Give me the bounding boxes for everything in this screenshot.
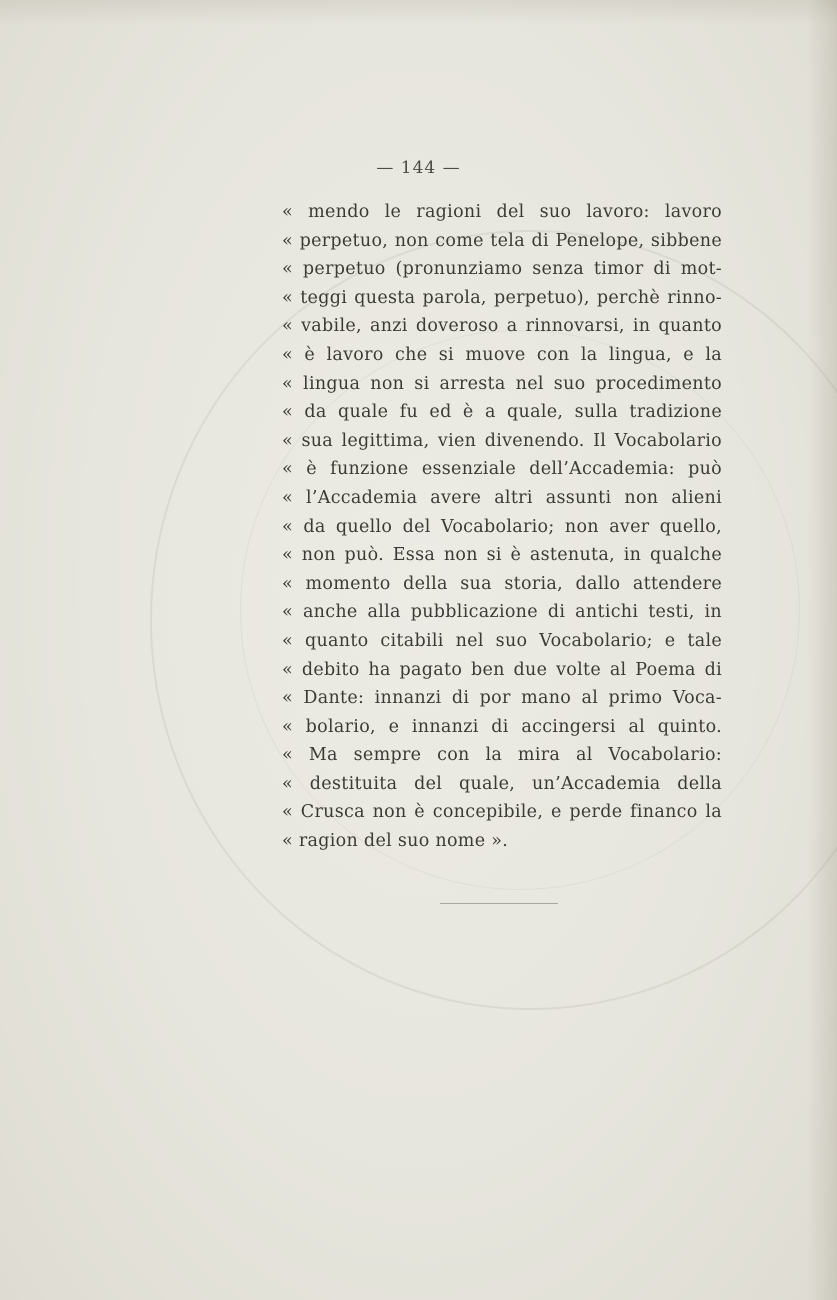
text-line: « bolario, e innanzi di accingersi al quinto. — [282, 716, 722, 737]
page-edge-shadow-top — [0, 0, 837, 25]
text-line: « da quello del Vocabolario; non aver quello, — [282, 516, 722, 537]
text-line: « Dante: innanzi di por mano al primo Voca- — [282, 688, 722, 709]
text-line: « sua legittima, vien divenendo. Il Vocabolario — [282, 430, 722, 451]
text-line: « l’Accademia avere altri assunti non alieni — [282, 487, 722, 508]
text-line: « da quale fu ed è a quale, sulla tradizione — [282, 402, 722, 423]
text-line: « è funzione essenziale dell’Accademia: può — [282, 459, 722, 480]
text-line: « è lavoro che si muove con la lingua, e la — [282, 344, 722, 365]
text-line: « quanto citabili nel suo Vocabolario; e tale — [282, 630, 722, 651]
body-text — [282, 198, 722, 856]
page-number: — 144 — — [376, 158, 461, 178]
text-line: « ragion del suo nome ». — [282, 831, 509, 852]
text-line: « destituita del quale, un’Accademia della — [282, 773, 722, 794]
text-line: « perpetuo (pronunziamo senza timor di mot- — [282, 259, 722, 280]
section-end-rule — [440, 903, 558, 904]
text-line: « Ma sempre con la mira al Vocabolario: — [282, 745, 722, 766]
page-edge-shadow-right — [807, 0, 837, 1300]
text-line: « vabile, anzi doveroso a rinnovarsi, in quanto — [282, 316, 722, 337]
text-line: « perpetuo, non come tela di Penelope, sibbene — [282, 230, 722, 251]
text-line: « Crusca non è concepibile, e perde financo la — [282, 802, 722, 823]
text-line: « debito ha pagato ben due volte al Poema di — [282, 659, 722, 680]
text-line: « anche alla pubblicazione di antichi testi, in — [282, 602, 722, 623]
text-line: « lingua non si arresta nel suo procedimento — [282, 373, 722, 394]
text-line: « non può. Essa non si è astenuta, in qualche — [282, 545, 722, 566]
text-line: « mendo le ragioni del suo lavoro: lavoro — [282, 202, 722, 222]
text-line: « momento della sua storia, dallo attendere — [282, 573, 722, 594]
text-line: « teggi questa parola, perpetuo), perchè rinno- — [282, 287, 722, 308]
